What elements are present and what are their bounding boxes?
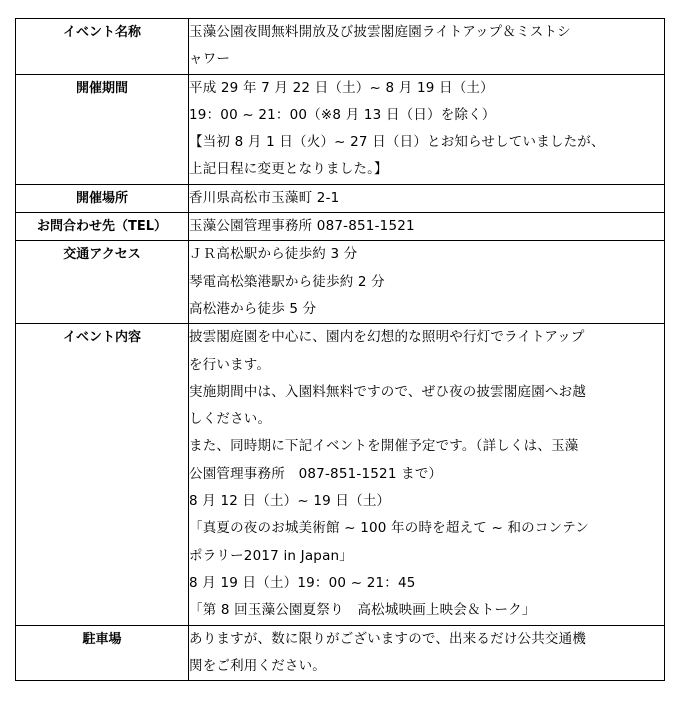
value-line: 「真夏の夜のお城美術館 ~ 100 年の時を超えて ~ 和のコンテン bbox=[189, 520, 589, 537]
value-line: 高松港から徒歩 5 分 bbox=[189, 300, 317, 317]
row-value bbox=[189, 213, 665, 241]
row-value bbox=[189, 241, 665, 324]
value-line: 披雲閣庭園を中心に、園内を幻想的な照明や行灯でライトアップ bbox=[189, 329, 585, 346]
row-value bbox=[189, 184, 665, 212]
table-row-period bbox=[16, 74, 665, 184]
row-label: イベント名称 bbox=[16, 19, 189, 75]
table-row-event-content bbox=[16, 324, 665, 625]
value-line: 平成 29 年 7 月 22 日（土）~ 8 月 19 日（土） bbox=[189, 79, 494, 96]
value-line: ポラリー2017 in Japan」 bbox=[189, 547, 353, 564]
row-label: イベント内容 bbox=[16, 324, 189, 625]
value-line: ャワー bbox=[189, 51, 231, 68]
table-row-event-name bbox=[16, 19, 665, 75]
row-label: 開催場所 bbox=[16, 184, 189, 212]
table-row-parking bbox=[16, 625, 665, 681]
table-row-venue bbox=[16, 184, 665, 212]
value-line: また、同時期に下記イベントを開催予定です。（詳しくは、玉藻 bbox=[189, 438, 579, 455]
row-value bbox=[189, 19, 665, 75]
row-label: お問合わせ先（TEL） bbox=[16, 213, 189, 241]
value-line: 玉藻公園管理事務所 087-851-1521 bbox=[189, 218, 415, 235]
row-label: 開催期間 bbox=[16, 74, 189, 184]
row-value bbox=[189, 74, 665, 184]
row-label: 駐車場 bbox=[16, 625, 189, 681]
value-line: 関をご利用ください。 bbox=[189, 657, 326, 674]
table-row-access bbox=[16, 241, 665, 324]
value-line: 上記日程に変更となりました。】 bbox=[189, 161, 388, 178]
table-row-contact bbox=[16, 213, 665, 241]
value-line: 香川県高松市玉藻町 2-1 bbox=[189, 189, 340, 206]
value-line: 玉藻公園夜間無料開放及び披雲閣庭園ライトアップ＆ミストシ bbox=[189, 24, 571, 40]
value-line: しください。 bbox=[189, 411, 272, 428]
value-line: ありますが、数に限りがございますので、出来るだけ公共交通機 bbox=[189, 630, 587, 647]
value-line: 実施期間中は、入園料無料ですので、ぜひ夜の披雲閣庭園へお越 bbox=[189, 383, 587, 400]
value-line: を行います。 bbox=[189, 356, 271, 373]
value-line: 「第 8 回玉藻公園夏祭り 高松城映画上映会＆トーク」 bbox=[189, 602, 536, 619]
value-line: ＪＲ高松駅から徒歩約 3 分 bbox=[189, 246, 358, 263]
value-line: 公園管理事務所 087-851-1521 まで） bbox=[189, 465, 443, 482]
row-value bbox=[189, 324, 665, 625]
value-line: 琴電高松築港駅から徒歩約 2 分 bbox=[189, 273, 385, 290]
value-line: 8 月 12 日（土）~ 19 日（土） bbox=[189, 493, 391, 510]
event-info-table bbox=[15, 18, 665, 681]
value-line: 【当初 8 月 1 日（火）~ 27 日（日）とお知らせしていましたが、 bbox=[189, 134, 605, 151]
row-value bbox=[189, 625, 665, 681]
value-line: 8 月 19 日（土）19：00 ~ 21：45 bbox=[189, 574, 416, 591]
value-line: 19：00 ~ 21：00（※8 月 13 日（日）を除く） bbox=[189, 106, 496, 123]
row-label: 交通アクセス bbox=[16, 241, 189, 324]
